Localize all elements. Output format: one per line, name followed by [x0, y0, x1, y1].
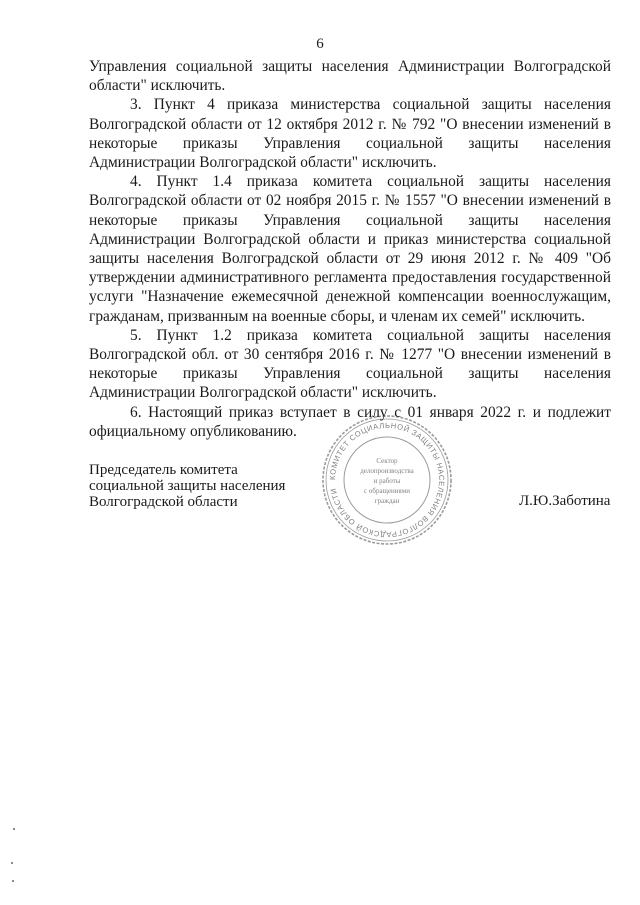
paragraph-item-6: 6. Настоящий приказ вступает в силу с 01 января 2022 г. и подлежит официальному опубликованию.: [89, 403, 611, 440]
seal-center-line: с обращениями: [364, 487, 410, 495]
signer-title: [89, 462, 285, 511]
document-body: [89, 57, 611, 441]
signer-title-line: Волгоградской области: [89, 494, 238, 511]
seal-center-line: делопроизводства: [360, 467, 414, 475]
seal-ring-text: КОМИТЕТ СОЦИАЛЬНОЙ ЗАЩИТЫ НАСЕЛЕНИЯ ВОЛГОГРАДСКОЙ ОБЛАСТИ: [327, 420, 447, 540]
paragraph-item-3: 3. Пункт 4 приказа министерства социальной защиты населения Волгоградской области от 12 октября 2012 г. № 792 "О внесении изменений в некоторые приказы Управления социальной защиты населения Администрации Волгоградской области" исключить.: [89, 96, 611, 172]
signer-name: Л.Ю.Заботина: [519, 493, 611, 509]
official-seal: [320, 413, 454, 547]
page-number: 6: [316, 36, 324, 52]
seal-center-line: и работы: [373, 477, 401, 485]
signer-title-line: Председатель комитета: [89, 462, 238, 478]
paragraph-item-4: 4. Пункт 1.4 приказа комитета социальной защиты населения Волгоградской области от 02 ноября 2015 г. № 1557 "О внесении изменений в некоторые приказы Управления социальной защиты населения Администрации Волгоградской области и приказ министерства социальной защиты населения Волгоградской области от 29 июня 2012 г. № 409 "Об утверждении административного регламента предоставления государственной услуги "Назначение ежемесячной денежной компенсации военнослужащим, гражданам, призванным на военные сборы, и членам их семей" исключить.: [89, 173, 611, 325]
seal-center-line: Сектор: [376, 457, 398, 465]
signer-title-line: социальной защиты населения: [89, 478, 286, 495]
paragraph-continuation: Управления социальной защиты населения Администрации Волгоградской области" исключить.: [89, 58, 611, 95]
paragraph-item-5: 5. Пункт 1.2 приказа комитета социальной защиты населения Волгоградской обл. от 30 сентября 2016 г. № 1277 "О внесении изменений в некоторые приказы Управления социальной защиты населения Администрации Волгоградской области" исключить.: [89, 326, 611, 402]
seal-center-line: граждан: [374, 497, 400, 505]
